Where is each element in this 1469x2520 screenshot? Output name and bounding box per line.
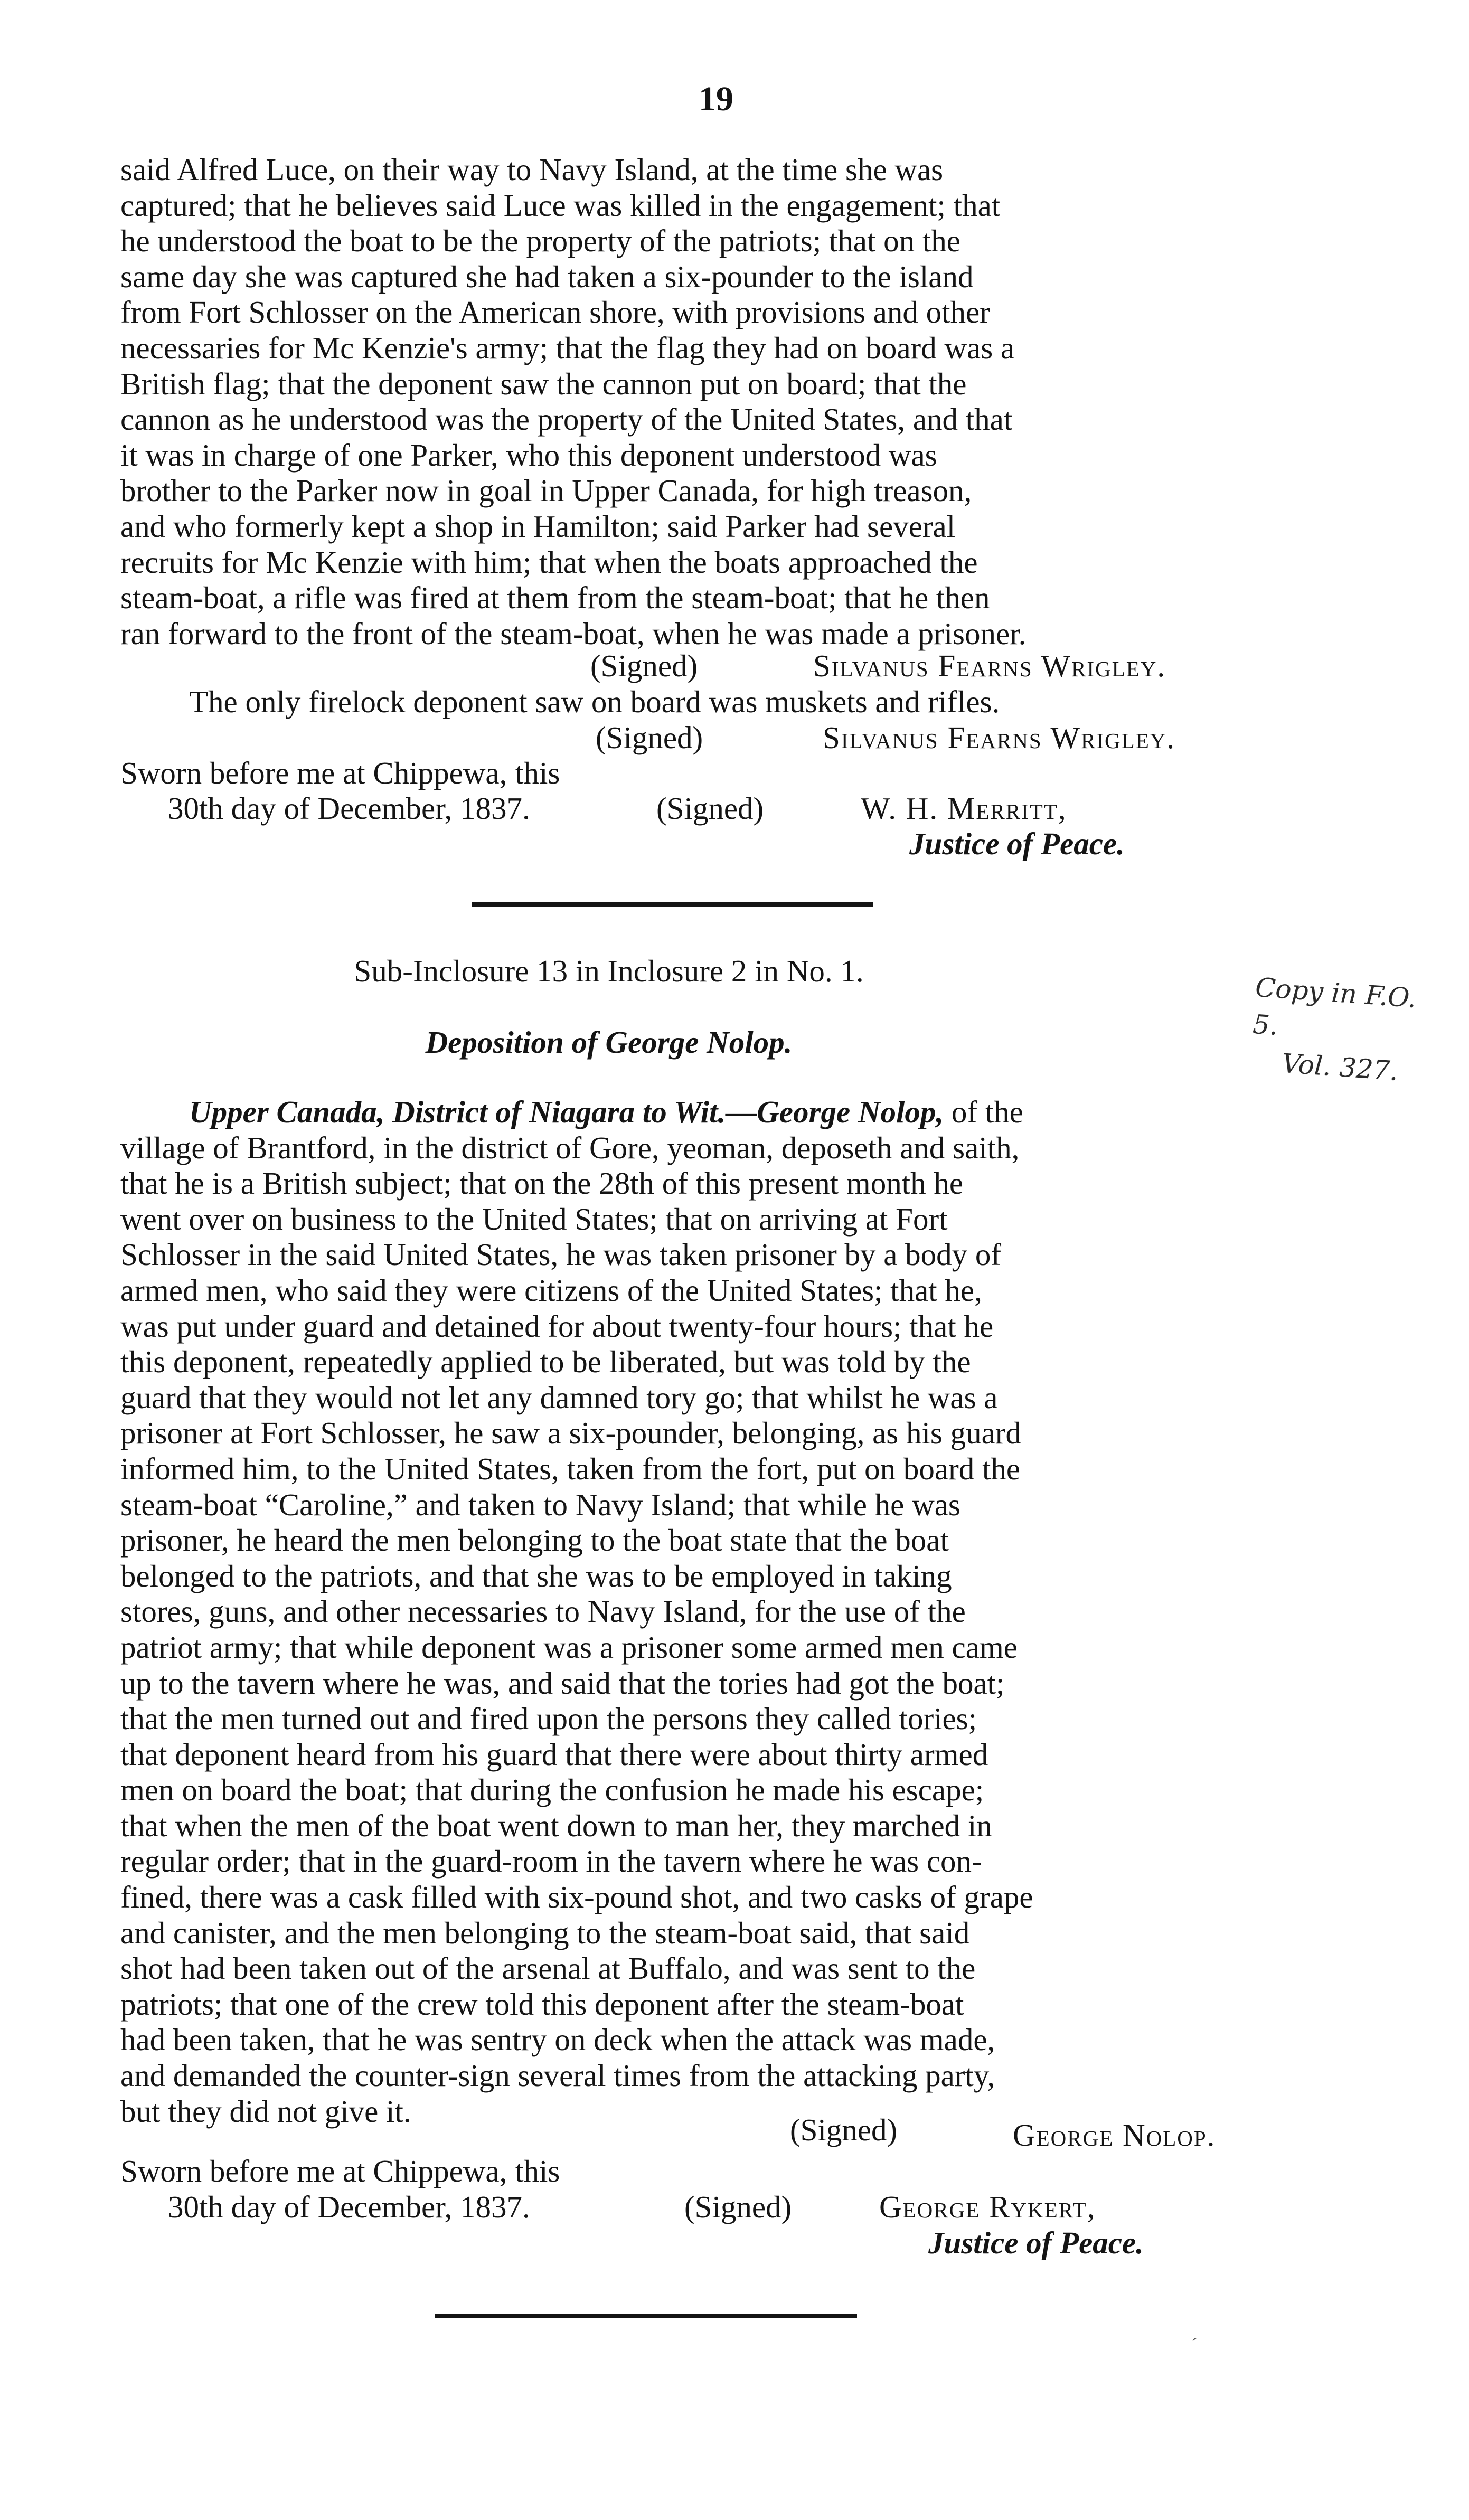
text-line: that deponent heard from his guard that there were about thirty armed	[120, 1736, 988, 1772]
text-line: informed him, to the United States, taken from the fort, put on board the	[120, 1451, 1021, 1486]
sworn-line-1a: Sworn before me at Chippewa, this	[120, 756, 560, 790]
text-line: recruits for Mc Kenzie with him; that when the boats approached the	[120, 544, 978, 580]
text-line: British flag; that the deponent saw the cannon put on board; that the	[120, 366, 967, 401]
second-deposition-text	[120, 1094, 1261, 2129]
text-line: but they did not give it.	[120, 2093, 411, 2129]
text-line: same day she was captured she had taken a six-pounder to the island	[120, 259, 974, 294]
text-line: captured; that he believes said Luce was killed in the engagement; that	[120, 187, 1001, 223]
text-line: that he is a British subject; that on the 28th of this present month he	[120, 1166, 964, 1201]
justice-signed-label-2: (Signed)	[684, 2189, 792, 2224]
text-line: went over on business to the United States; that on arriving at Fort	[120, 1201, 948, 1237]
deposition-opening-line	[120, 1094, 1261, 1130]
text-line: had been taken, that he was sentry on deck when the attack was made,	[120, 2022, 995, 2057]
section-divider-bottom	[435, 2314, 857, 2318]
text-line: steam-boat “Caroline,” and taken to Navy Island; that while he was	[120, 1487, 960, 1522]
section-divider-top	[472, 902, 873, 907]
signed-label-nolop: (Signed)	[790, 2112, 898, 2147]
text-line: said Alfred Luce, on their way to Navy Island, at the time she was	[120, 152, 944, 187]
text-line: belonged to the patriots, and that she was to be employed in taking	[120, 1558, 952, 1593]
signer-wrigley-2: Silvanus Fearns Wrigley.	[823, 720, 1176, 755]
text-line: necessaries for Mc Kenzie's army; that the flag they had on board was a	[120, 330, 1015, 365]
signed-label-2: (Signed)	[596, 720, 703, 755]
opening-rest: of the	[944, 1094, 1023, 1129]
opening-italic: Upper Canada, District of Niagara to Wit.—George Nolop,	[189, 1094, 944, 1129]
signer-wrigley-1: Silvanus Fearns Wrigley.	[813, 648, 1166, 683]
text-line: regular order; that in the guard-room in the tavern where he was con-	[120, 1844, 982, 1879]
text-line: men on board the boat; that during the confusion he made his escape;	[120, 1772, 984, 1808]
second-deposition-lines	[120, 1130, 1261, 2130]
text-line: prisoner, he heard the men belonging to the boat state that the boat	[120, 1523, 949, 1558]
additional-statement: The only firelock deponent saw on board was muskets and rifles.	[189, 684, 1000, 719]
stray-mark: ´	[1191, 2334, 1198, 2355]
text-line: armed men, who said they were citizens of the United States; that he,	[120, 1272, 982, 1308]
text-line: up to the tavern where he was, and said that the tories had got the boat;	[120, 1665, 1005, 1701]
margin-note-line-2: Vol. 327.	[1280, 1047, 1399, 1087]
sworn-line-2b: 30th day of December, 1837.	[168, 2189, 530, 2224]
text-line: fined, there was a cask filled with six-pound shot, and two casks of grape	[120, 1880, 1033, 1915]
justice-title-1: Justice of Peace.	[909, 826, 1125, 861]
text-line: cannon as he understood was the property of the United States, and that	[120, 402, 1013, 437]
first-deposition-text	[120, 152, 1261, 652]
page-number: 19	[699, 80, 733, 118]
text-line: and who formerly kept a shop in Hamilton; said Parker had several	[120, 508, 956, 544]
margin-note-line-1: Copy in F.O. 5.	[1251, 971, 1418, 1042]
text-line: brother to the Parker now in goal in Upper Canada, for high treason,	[120, 473, 972, 508]
justice-title-2: Justice of Peace.	[928, 2225, 1144, 2260]
sworn-line-1b: 30th day of December, 1837.	[168, 791, 530, 826]
sworn-line-2a: Sworn before me at Chippewa, this	[120, 2154, 560, 2188]
text-line: that when the men of the boat went down to man her, they marched in	[120, 1808, 992, 1843]
text-line: this deponent, repeatedly applied to be liberated, but was told by the	[120, 1344, 971, 1380]
signed-label-1: (Signed)	[590, 648, 698, 683]
text-line: stores, guns, and other necessaries to Navy Island, for the use of the	[120, 1594, 966, 1629]
text-line: and canister, and the men belonging to the steam-boat said, that said	[120, 1915, 970, 1950]
text-line: village of Brantford, in the district of Gore, yeoman, deposeth and saith,	[120, 1130, 1020, 1165]
signer-nolop: George Nolop.	[1013, 2118, 1216, 2153]
justice-signed-label-1: (Signed)	[656, 791, 764, 826]
text-line: steam-boat, a rifle was fired at them from the steam-boat; that he then	[120, 580, 990, 616]
handwritten-margin-note	[1249, 969, 1425, 1091]
text-line: prisoner at Fort Schlosser, he saw a six-pounder, belonging, as his guard	[120, 1415, 1021, 1451]
text-line: and demanded the counter-sign several times from the attacking party,	[120, 2058, 995, 2093]
deposition-title: Deposition of George Nolop.	[425, 1025, 793, 1060]
text-line: that the men turned out and fired upon the persons they called tories;	[120, 1701, 977, 1736]
text-line: it was in charge of one Parker, who this deponent understood was	[120, 437, 937, 473]
justice-rykert: George Rykert,	[879, 2189, 1096, 2224]
text-line: patriots; that one of the crew told this deponent after the steam-boat	[120, 1986, 964, 2022]
text-line: patriot army; that while deponent was a prisoner some armed men came	[120, 1629, 1018, 1665]
text-line: was put under guard and detained for about twenty-four hours; that he	[120, 1308, 994, 1344]
text-line: he understood the boat to be the property of the patriots; that on the	[120, 223, 960, 259]
text-line: Schlosser in the said United States, he was taken prisoner by a body of	[120, 1237, 1002, 1272]
sub-inclosure-heading: Sub-Inclosure 13 in Inclosure 2 in No. 1.	[354, 954, 864, 988]
text-line: shot had been taken out of the arsenal at Buffalo, and was sent to the	[120, 1951, 976, 1986]
justice-merritt: W. H. Merritt,	[861, 791, 1067, 826]
text-line: guard that they would not let any damned tory go; that whilst he was a	[120, 1380, 998, 1415]
text-line: ran forward to the front of the steam-boat, when he was made a prisoner.	[120, 616, 1027, 651]
text-line: from Fort Schlosser on the American shore, with provisions and other	[120, 295, 990, 330]
